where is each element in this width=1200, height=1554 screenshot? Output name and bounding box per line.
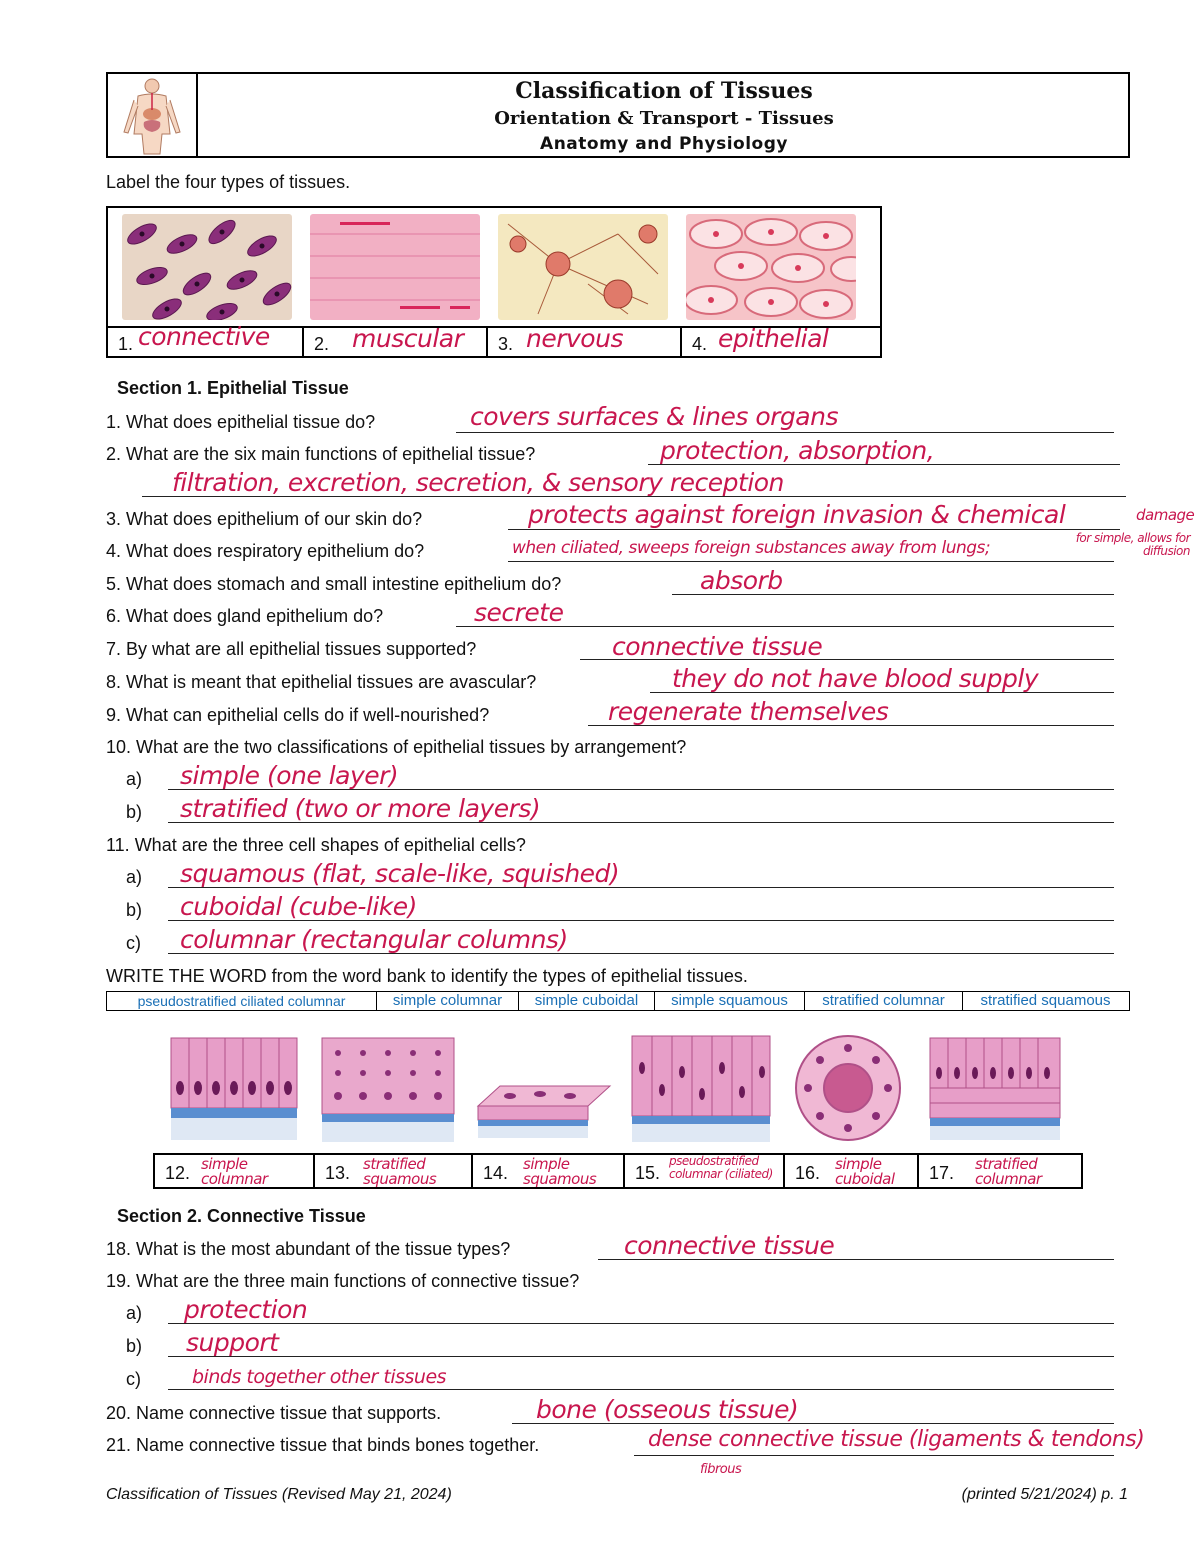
question-21: 21. Name connective tissue that binds bones together. <box>106 1435 540 1455</box>
question-1: 1. What does epithelial tissue do? <box>106 412 376 432</box>
muscular-tissue-image <box>310 214 480 320</box>
answer-21: dense connective tissue (ligaments & tendons) <box>648 1427 1145 1452</box>
answer-10b: stratified (two or more layers) <box>180 794 541 823</box>
answer-19b: support <box>186 1328 279 1357</box>
answer-4: when ciliated, sweeps foreign substances away from lungs; <box>512 538 991 558</box>
answer-1: covers surfaces & lines organs <box>470 402 838 431</box>
answer-21-note: fibrous <box>700 1462 742 1477</box>
question-20: 20. Name connective tissue that supports. <box>106 1403 442 1423</box>
footer-right: (printed 5/21/2024) p. 1 <box>961 1486 1128 1503</box>
tissue-answer-4: epithelial <box>718 324 829 353</box>
question-11: 11. What are the three cell shapes of epithelial cells? <box>106 835 526 855</box>
answer-20: bone (osseous tissue) <box>536 1395 799 1424</box>
tissue-label-cell: 4. epithelial <box>692 324 829 354</box>
stratified-columnar-image <box>926 1028 1066 1146</box>
epithelial-label-cell: 17. stratified columnar <box>919 1155 1081 1187</box>
answer-6: secrete <box>474 598 564 627</box>
simple-squamous-image <box>470 1028 618 1146</box>
simple-cuboidal-image <box>786 1028 914 1146</box>
epithelial-label-cell: 13. stratified squamous <box>315 1155 473 1187</box>
question-4: 4. What does respiratory epithelium do? <box>106 541 425 561</box>
stratified-squamous-image <box>318 1028 460 1146</box>
page-title: Classification of Tissues <box>515 78 813 104</box>
epithelial-answer-17: stratified columnar <box>975 1155 1042 1188</box>
question-19: 19. What are the three main functions of connective tissue? <box>106 1271 580 1291</box>
tissue-answer-2: muscular <box>352 324 464 353</box>
epithelial-answer-15: pseudostratified columnar (ciliated) <box>669 1154 773 1181</box>
epithelial-label-cell: 14. simple squamous <box>473 1155 625 1187</box>
answer-5: absorb <box>700 566 783 595</box>
tissue-answer-1: connective <box>138 322 270 351</box>
answer-4-extra: for simple, allows for diffusion <box>1075 531 1190 558</box>
epithelial-label-cell: 15. pseudostratified columnar (ciliated) <box>625 1155 785 1187</box>
epithelial-label-cell: 16. simple cuboidal <box>785 1155 919 1187</box>
question-10: 10. What are the two classifications of epithelial tissues by arrangement? <box>106 737 687 757</box>
answer-7: connective tissue <box>612 632 823 661</box>
wordbank-instruction: WRITE THE WORD from the word bank to identify the types of epithelial tissues. <box>106 966 748 986</box>
pseudostratified-columnar-image <box>628 1028 776 1146</box>
answer-19c: binds together other tissues <box>192 1366 447 1388</box>
connective-tissue-image <box>122 214 292 320</box>
section-1-title: Section 1. Epithelial Tissue <box>117 378 349 398</box>
answer-18: connective tissue <box>624 1231 835 1260</box>
question-5: 5. What does stomach and small intestine epithelium do? <box>106 574 562 594</box>
page-subtitle: Orientation & Transport - Tissues <box>494 108 834 129</box>
answer-2a: protection, absorption, <box>660 436 935 465</box>
epithelial-tissue-image <box>686 214 856 320</box>
epithelial-answer-16: simple cuboidal <box>835 1155 895 1188</box>
wordbank-item: pseudostratified ciliated columnar <box>107 992 377 1010</box>
simple-columnar-image <box>165 1028 305 1146</box>
question-9: 9. What can epithelial cells do if well-nourished? <box>106 705 490 725</box>
question-8: 8. What is meant that epithelial tissues are avascular? <box>106 672 537 692</box>
answer-9: regenerate themselves <box>608 697 889 726</box>
answer-11b: cuboidal (cube-like) <box>180 892 417 921</box>
label-instruction: Label the four types of tissues. <box>106 172 351 192</box>
footer-left: Classification of Tissues (Revised May 21, 2024) <box>106 1486 452 1503</box>
epithelial-label-row <box>153 1153 1083 1189</box>
wordbank-item: stratified columnar <box>805 992 963 1010</box>
human-body-icon <box>108 74 196 156</box>
answer-19a: protection <box>184 1295 308 1324</box>
tissue-label-cell: 2. muscular <box>304 328 488 358</box>
tissue-label-row <box>108 322 880 358</box>
wordbank-item: stratified squamous <box>980 992 1111 1009</box>
tissue-types-table <box>106 206 882 358</box>
section-2-title: Section 2. Connective Tissue <box>117 1206 366 1226</box>
anatomy-logo <box>108 74 198 156</box>
tissue-answer-3: nervous <box>526 324 623 353</box>
question-7: 7. By what are all epithelial tissues supported? <box>106 639 477 659</box>
answer-11a: squamous (flat, scale-like, squished) <box>180 859 620 888</box>
word-bank <box>106 991 1130 1011</box>
question-6: 6. What does gland epithelium do? <box>106 606 384 626</box>
answer-2b: filtration, excretion, secretion, & sensory reception <box>172 468 784 497</box>
question-3: 3. What does epithelium of our skin do? <box>106 509 423 529</box>
tissue-label-cell: 3. nervous <box>488 328 682 358</box>
answer-3-extra: damage <box>1136 506 1195 524</box>
epithelial-answer-12: simple columnar <box>201 1155 268 1188</box>
answer-11c: columnar (rectangular columns) <box>180 925 568 954</box>
course-name: Anatomy and Physiology <box>540 134 788 154</box>
wordbank-item: simple squamous <box>655 992 805 1010</box>
answer-8: they do not have blood supply <box>672 664 1039 693</box>
wordbank-item: simple cuboidal <box>519 992 655 1010</box>
epithelial-answer-14: simple squamous <box>523 1155 597 1188</box>
nervous-tissue-image <box>498 214 668 320</box>
answer-3: protects against foreign invasion & chemical <box>528 500 1066 529</box>
epithelial-label-cell: 12. simple columnar <box>155 1155 315 1187</box>
answer-10a: simple (one layer) <box>180 761 399 790</box>
wordbank-item: simple columnar <box>377 992 519 1010</box>
question-18: 18. What is the most abundant of the tissue types? <box>106 1239 511 1259</box>
epithelial-answer-13: stratified squamous <box>363 1155 437 1188</box>
worksheet-header <box>106 72 1130 158</box>
question-2: 2. What are the six main functions of epithelial tissue? <box>106 444 536 464</box>
tissue-label-cell: 1. connective <box>108 328 304 358</box>
